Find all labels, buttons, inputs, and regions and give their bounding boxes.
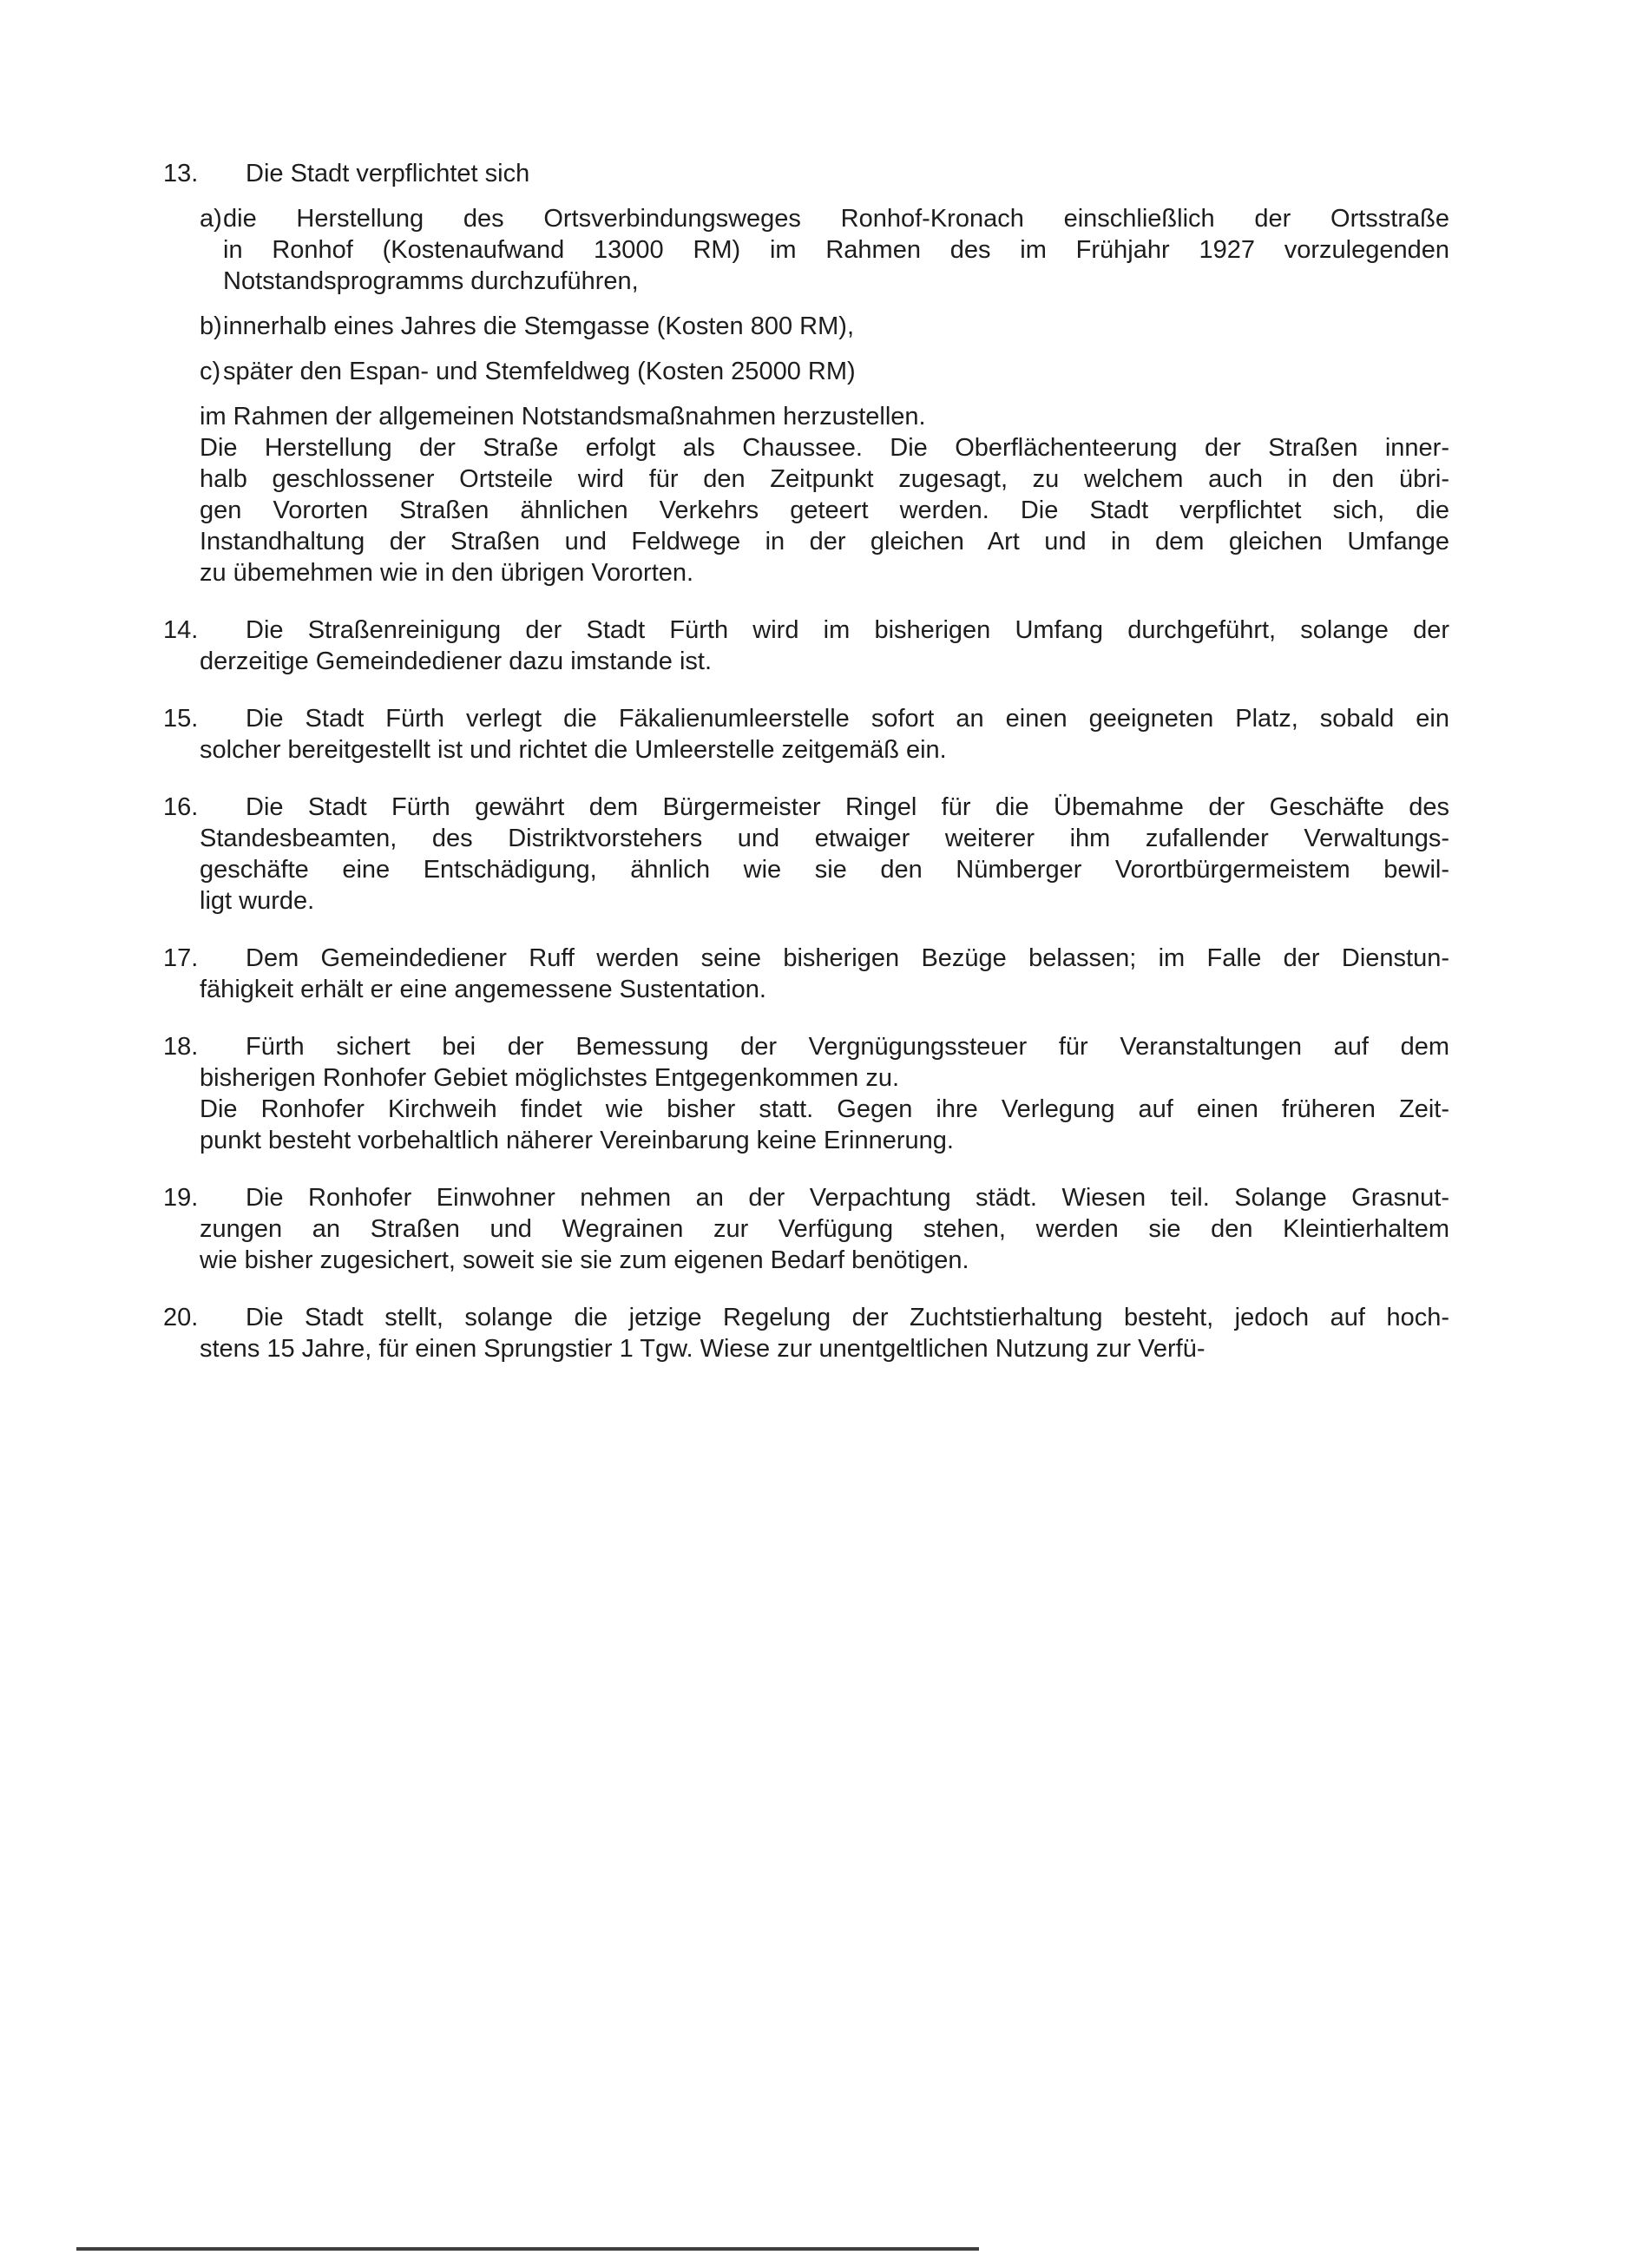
list-item <box>163 1031 1449 1156</box>
text-line: geschäfte eine Entschädigung, ähnlich wie sie den Nümberger Vorortbürgermeistem bewil- <box>200 856 1449 884</box>
text-line: Notstandsprogramms durchzuführen, <box>223 267 639 295</box>
paragraph <box>200 401 1449 432</box>
text-line: gen Vororten Straßen ähnlichen Verkehrs geteert werden. Die Stadt verpflichtet sich, die <box>200 496 1449 524</box>
paragraph <box>200 703 1449 766</box>
text-line: bisherigen Ronhofer Gebiet möglichstes Entgegenkommen zu. <box>200 1064 900 1092</box>
sub-item-label: a) <box>200 205 222 233</box>
text-line: Die Stadt stellt, solange die jetzige Regelung der Zuchtstierhaltung besteht, jedoch auf hoch- <box>246 1304 1449 1331</box>
text-line: Instandhaltung der Straßen und Feldwege in der gleichen Art und in dem gleichen Umfange <box>200 528 1449 555</box>
list-item <box>163 158 1449 588</box>
paragraph <box>200 615 1449 677</box>
paragraph <box>200 1182 1449 1276</box>
text-line: zungen an Straßen und Wegrainen zur Verfügung stehen, werden sie den Kleintierhaltem <box>200 1215 1449 1243</box>
text-line: Die Herstellung der Straße erfolgt als Chaussee. Die Oberflächenteerung der Straßen inner- <box>200 434 1449 462</box>
text-line: ligt wurde. <box>200 887 315 915</box>
paragraph <box>200 792 1449 917</box>
text-line: fähigkeit erhält er eine angemessene Sustentation. <box>200 976 766 1003</box>
sub-item <box>200 356 1449 387</box>
item-number: 20. <box>163 1304 199 1331</box>
text-line: im Rahmen der allgemeinen Notstandsmaßnahmen herzustellen. <box>200 403 926 431</box>
item-number: 16. <box>163 793 199 821</box>
text-line: zu übemehmen wie in den übrigen Vororten. <box>200 559 694 587</box>
text-line: Die Straßenreinigung der Stadt Fürth wird im bisherigen Umfang durchgeführt, solange der <box>246 616 1449 644</box>
text-line: Die Stadt verpflichtet sich <box>246 160 530 187</box>
item-number: 14. <box>163 616 199 644</box>
sub-item-label: c) <box>200 358 221 385</box>
list-item <box>163 792 1449 917</box>
text-line: stens 15 Jahre, für einen Sprungstier 1 Tgw. Wiese zur unentgeltlichen Nutzung zur Verfü- <box>200 1335 1206 1363</box>
scan-artifact-line <box>76 2247 979 2251</box>
text-line: halb geschlossener Ortsteile wird für den Zeitpunkt zugesagt, zu welchem auch in den übri- <box>200 465 1449 493</box>
text-line: die Herstellung des Ortsverbindungsweges Ronhof-Kronach einschließlich der Ortsstraße <box>223 205 1449 233</box>
item-number: 18. <box>163 1033 199 1061</box>
item-number: 13. <box>163 160 199 187</box>
text-line: in Ronhof (Kostenaufwand 13000 RM) im Rahmen des im Frühjahr 1927 vorzulegenden <box>223 236 1449 264</box>
list-item <box>163 943 1449 1005</box>
text-line: Die Ronhofer Kirchweih findet wie bisher statt. Gegen ihre Verlegung auf einen früheren Zeit- <box>200 1095 1449 1123</box>
item-number: 19. <box>163 1184 199 1212</box>
sub-item-label: b) <box>200 312 222 340</box>
paragraph <box>200 1094 1449 1156</box>
text-line: punkt besteht vorbehaltlich näherer Vereinbarung keine Erinnerung. <box>200 1127 954 1154</box>
document-content <box>163 144 1449 1364</box>
text-line: später den Espan- und Stemfeldweg (Kosten 25000 RM) <box>223 358 856 385</box>
sub-item <box>200 203 1449 297</box>
text-line: Dem Gemeindediener Ruff werden seine bisherigen Bezüge belassen; im Falle der Dienstun- <box>246 944 1449 972</box>
paragraph <box>200 943 1449 1005</box>
text-line: Die Stadt Fürth gewährt dem Bürgermeister Ringel für die Übemahme der Geschäfte des <box>246 793 1449 821</box>
sub-item <box>200 311 1449 342</box>
item-number: 17. <box>163 944 199 972</box>
item-number: 15. <box>163 705 199 733</box>
list-item <box>163 1302 1449 1364</box>
paragraph <box>200 432 1449 588</box>
text-line: solcher bereitgestellt ist und richtet die Umleerstelle zeitgemäß ein. <box>200 736 947 764</box>
text-line: Standesbeamten, des Distriktvorstehers und etwaiger weiterer ihm zufallender Verwaltungs- <box>200 825 1449 852</box>
list-item <box>163 1182 1449 1276</box>
text-line: Fürth sichert bei der Bemessung der Vergnügungssteuer für Veranstaltungen auf dem <box>246 1033 1449 1061</box>
list-item <box>163 615 1449 677</box>
text-line: Die Ronhofer Einwohner nehmen an der Verpachtung städt. Wiesen teil. Solange Grasnut- <box>246 1184 1449 1212</box>
text-line: Die Stadt Fürth verlegt die Fäkalienumleerstelle sofort an einen geeigneten Platz, sobald ein <box>246 705 1449 733</box>
paragraph <box>200 158 1449 189</box>
paragraph <box>200 1302 1449 1364</box>
list-item <box>163 703 1449 766</box>
paragraph <box>200 1031 1449 1094</box>
text-line: innerhalb eines Jahres die Stemgasse (Kosten 800 RM), <box>223 312 854 340</box>
text-line: derzeitige Gemeindediener dazu imstande ist. <box>200 648 712 675</box>
text-line: wie bisher zugesichert, soweit sie sie zum eigenen Bedarf benötigen. <box>200 1246 969 1274</box>
